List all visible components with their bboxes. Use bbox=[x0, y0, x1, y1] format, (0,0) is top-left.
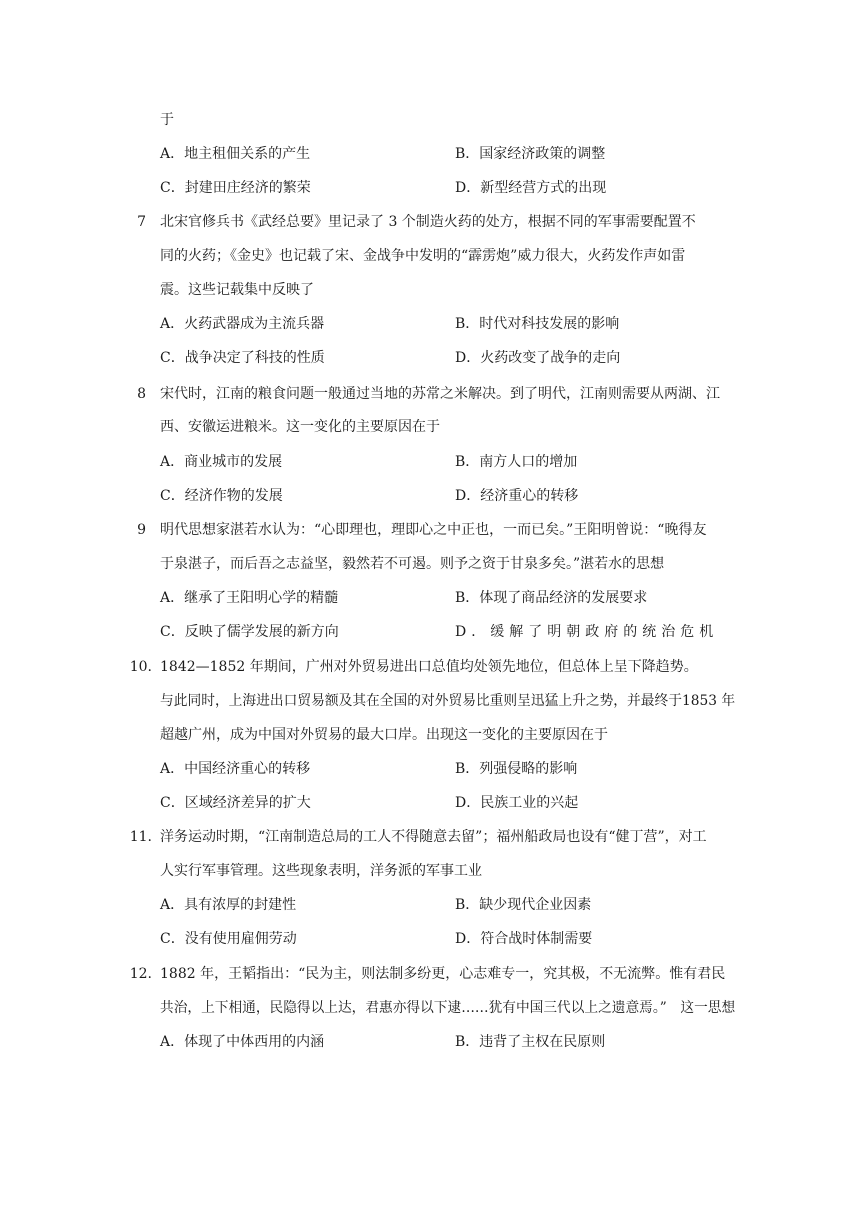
q6-option-c: C．封建田庄经济的繁荣 bbox=[160, 180, 311, 196]
q9-option-a: A．继承了王阳明心学的精髓 bbox=[160, 590, 339, 606]
q10-option-d: D．民族工业的兴起 bbox=[455, 795, 579, 811]
q10-stem-line-1: 1842—1852 年期间，广州对外贸易进出口总值均处领先地位，但总体上呈下降趋势。 bbox=[160, 659, 698, 675]
q9-stem-line-1: 明代思想家湛若水认为：“心即理也，理即心之中正也，一而已矣。”王阳明曾说：“晚得友 bbox=[160, 522, 707, 538]
q7-stem-line-2: 同的火药；《金史》也记载了宋、金战争中发明的“霹雳炮”威力很大，火药发作声如雷 bbox=[160, 248, 686, 264]
q10-option-b: B．列强侵略的影响 bbox=[455, 761, 578, 777]
q12-number: 12. bbox=[129, 966, 152, 982]
q11-option-c: C．没有使用雇佣劳动 bbox=[160, 931, 297, 947]
q8-option-a: A．商业城市的发展 bbox=[160, 454, 283, 470]
question-continuation: 于 bbox=[160, 112, 174, 128]
q6-option-b: B．国家经济政策的调整 bbox=[455, 146, 606, 162]
q8-number: 8 bbox=[137, 386, 146, 402]
q10-stem-line-2: 与此同时，上海进出口贸易额及其在全国的对外贸易比重则呈迅猛上升之势，并最终于1853 年 bbox=[160, 693, 736, 709]
q8-stem-line-1: 宋代时，江南的粮食问题一般通过当地的苏常之米解决。到了明代，江南则需要从两湖、江 bbox=[160, 386, 720, 402]
q6-option-a: A．地主租佃关系的产生 bbox=[160, 146, 311, 162]
q10-number: 10. bbox=[129, 659, 152, 675]
q9-option-d: D．缓解了明朝政府的统治危机 bbox=[455, 624, 719, 640]
q12-stem-line-2: 共治，上下相通，民隐得以上达，君惠亦得以下逮……犹有中国三代以上之遗意焉。” 这一思想 bbox=[160, 1000, 736, 1016]
q8-stem-line-2: 西、安徽运进粮米。这一变化的主要原因在于 bbox=[160, 419, 440, 435]
q7-option-c: C．战争决定了科技的性质 bbox=[160, 350, 325, 366]
q9-number: 9 bbox=[137, 522, 146, 538]
q7-stem-line-3: 震。这些记载集中反映了 bbox=[160, 282, 314, 298]
q11-option-a: A．具有浓厚的封建性 bbox=[160, 897, 297, 913]
q10-option-c: C．区域经济差异的扩大 bbox=[160, 795, 311, 811]
q12-stem-line-1: 1882 年，王韬指出：“民为主，则法制多纷更，心志难专一，究其极，不无流弊。惟有君民 bbox=[160, 966, 726, 982]
q11-option-d: D．符合战时体制需要 bbox=[455, 931, 593, 947]
q8-option-c: C．经济作物的发展 bbox=[160, 488, 283, 504]
q7-option-a: A．火药武器成为主流兵器 bbox=[160, 316, 325, 332]
q9-option-c: C．反映了儒学发展的新方向 bbox=[160, 624, 339, 640]
q12-option-b: B．违背了主权在民原则 bbox=[455, 1034, 606, 1050]
q6-option-d: D．新型经营方式的出现 bbox=[455, 180, 607, 196]
q11-stem-line-1: 洋务运动时期，“江南制造总局的工人不得随意去留”；福州船政局也设有“健丁营”，对工 bbox=[160, 829, 707, 845]
q11-number: 11. bbox=[129, 829, 152, 845]
q8-option-d: D．经济重心的转移 bbox=[455, 488, 579, 504]
q10-option-a: A．中国经济重心的转移 bbox=[160, 761, 311, 777]
q10-stem-line-3: 超越广州，成为中国对外贸易的最大口岸。出现这一变化的主要原因在于 bbox=[160, 727, 608, 743]
q8-option-b: B．南方人口的增加 bbox=[455, 454, 578, 470]
q11-option-b: B．缺少现代企业因素 bbox=[455, 897, 592, 913]
q12-option-a: A．体现了中体西用的内涵 bbox=[160, 1034, 325, 1050]
q7-option-d: D．火药改变了战争的走向 bbox=[455, 350, 621, 366]
q11-stem-line-2: 人实行军事管理。这些现象表明，洋务派的军事工业 bbox=[160, 863, 482, 879]
q7-stem-line-1: 北宋官修兵书《武经总要》里记录了 3 个制造火药的处方，根据不同的军事需要配置不 bbox=[160, 214, 696, 230]
q9-option-b: B．体现了商品经济的发展要求 bbox=[455, 590, 648, 606]
q7-option-b: B．时代对科技发展的影响 bbox=[455, 316, 620, 332]
q9-stem-line-2: 于泉湛子，而后吾之志益坚，毅然若不可遏。则予之资于甘泉多矣。”湛若水的思想 bbox=[160, 556, 665, 572]
q7-number: 7 bbox=[137, 214, 146, 230]
